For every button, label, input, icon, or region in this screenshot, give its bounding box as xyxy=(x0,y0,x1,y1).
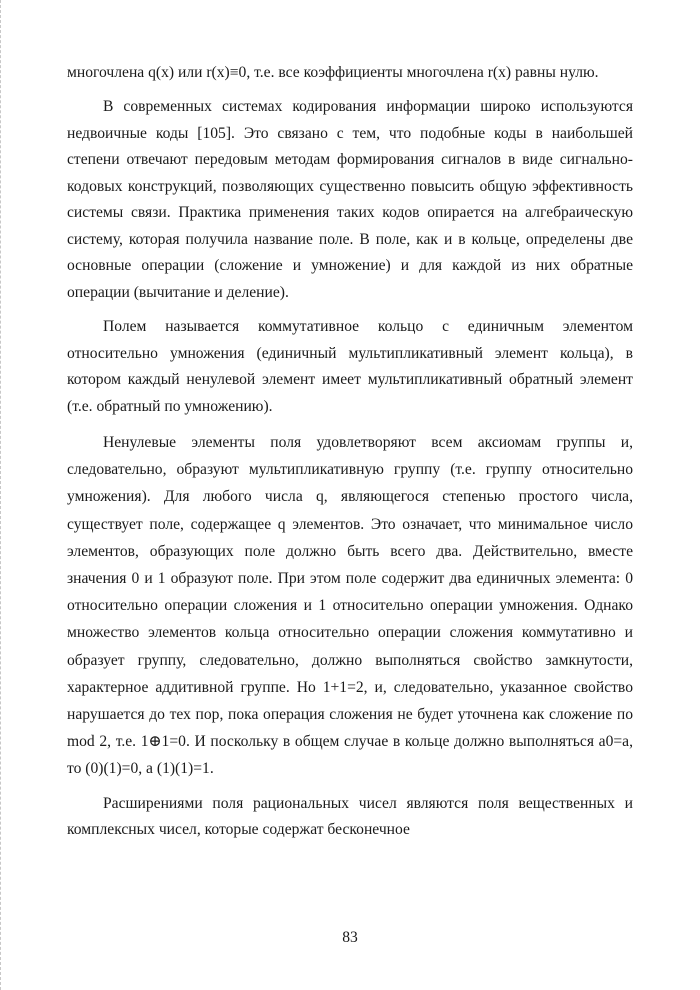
paragraph-4: Ненулевые элементы поля удовлетворяют всем аксиомам группы и, следовательно, образуют мультипликативную группу (т.е. группу относительно умножения). Для любого числа q, являющегося степенью простого числа, существует поле, содержащее q элементов. Это означает, что минимальное число элементов, образующих поле должно быть всего два. Действительно, вместе значения 0 и 1 образуют поле. При этом поле содержит два единичных элемента: 0 относительно операции сложения и 1 относительно операции умножения. Однако множество элементов кольца относительно операции сложения коммутативно и образует группу, следовательно, должно выполняться свойство замкнутости, характерное аддитивной группе. Но 1+1=2, и, следовательно, указанное свойство нарушается до тех пор, пока операция сложения не будет уточнена как сложение по mod 2, т.е. 1⊕1=0. И поскольку в общем случае в кольце должно выполняться a0=a, то (0)(1)=0, а (1)(1)=1. xyxy=(67,434,633,778)
document-body xyxy=(67,60,633,844)
page-number: 83 xyxy=(342,929,358,946)
paragraph-3: Полем называется коммутативное кольцо с единичным элементом относительно умножения (единичный мультипликативный элемент кольца), в котором каждый ненулевой элемент имеет мультипликативный обратный элемент (т.е. обратный по умножению). xyxy=(67,318,633,415)
paragraph-5: Расширениями поля рациональных чисел являются поля вещественных и комплексных чисел, которые содержат бесконечное xyxy=(67,794,633,839)
paragraph-1: многочлена q(x) или r(x)≡0, т.е. все коэффициенты многочлена r(x) равны нулю. xyxy=(67,64,599,81)
page-edge xyxy=(0,0,5,990)
paragraph-2: В современных системах кодирования информации широко используются недвоичные коды [105]. Это связано с тем, что подобные коды в наибольшей степени отвечают передовым методам формирования сигналов в виде сигнально-кодовых конструкций, позволяющих существенно повысить общую эффективность системы связи. Практика применения таких кодов опирается на алгебраическую систему, которая получила название поле. В поле, как и в кольце, определены две основные операции (сложение и умножение) и для каждой из них обратные операции (вычитание и деление). xyxy=(67,98,633,301)
